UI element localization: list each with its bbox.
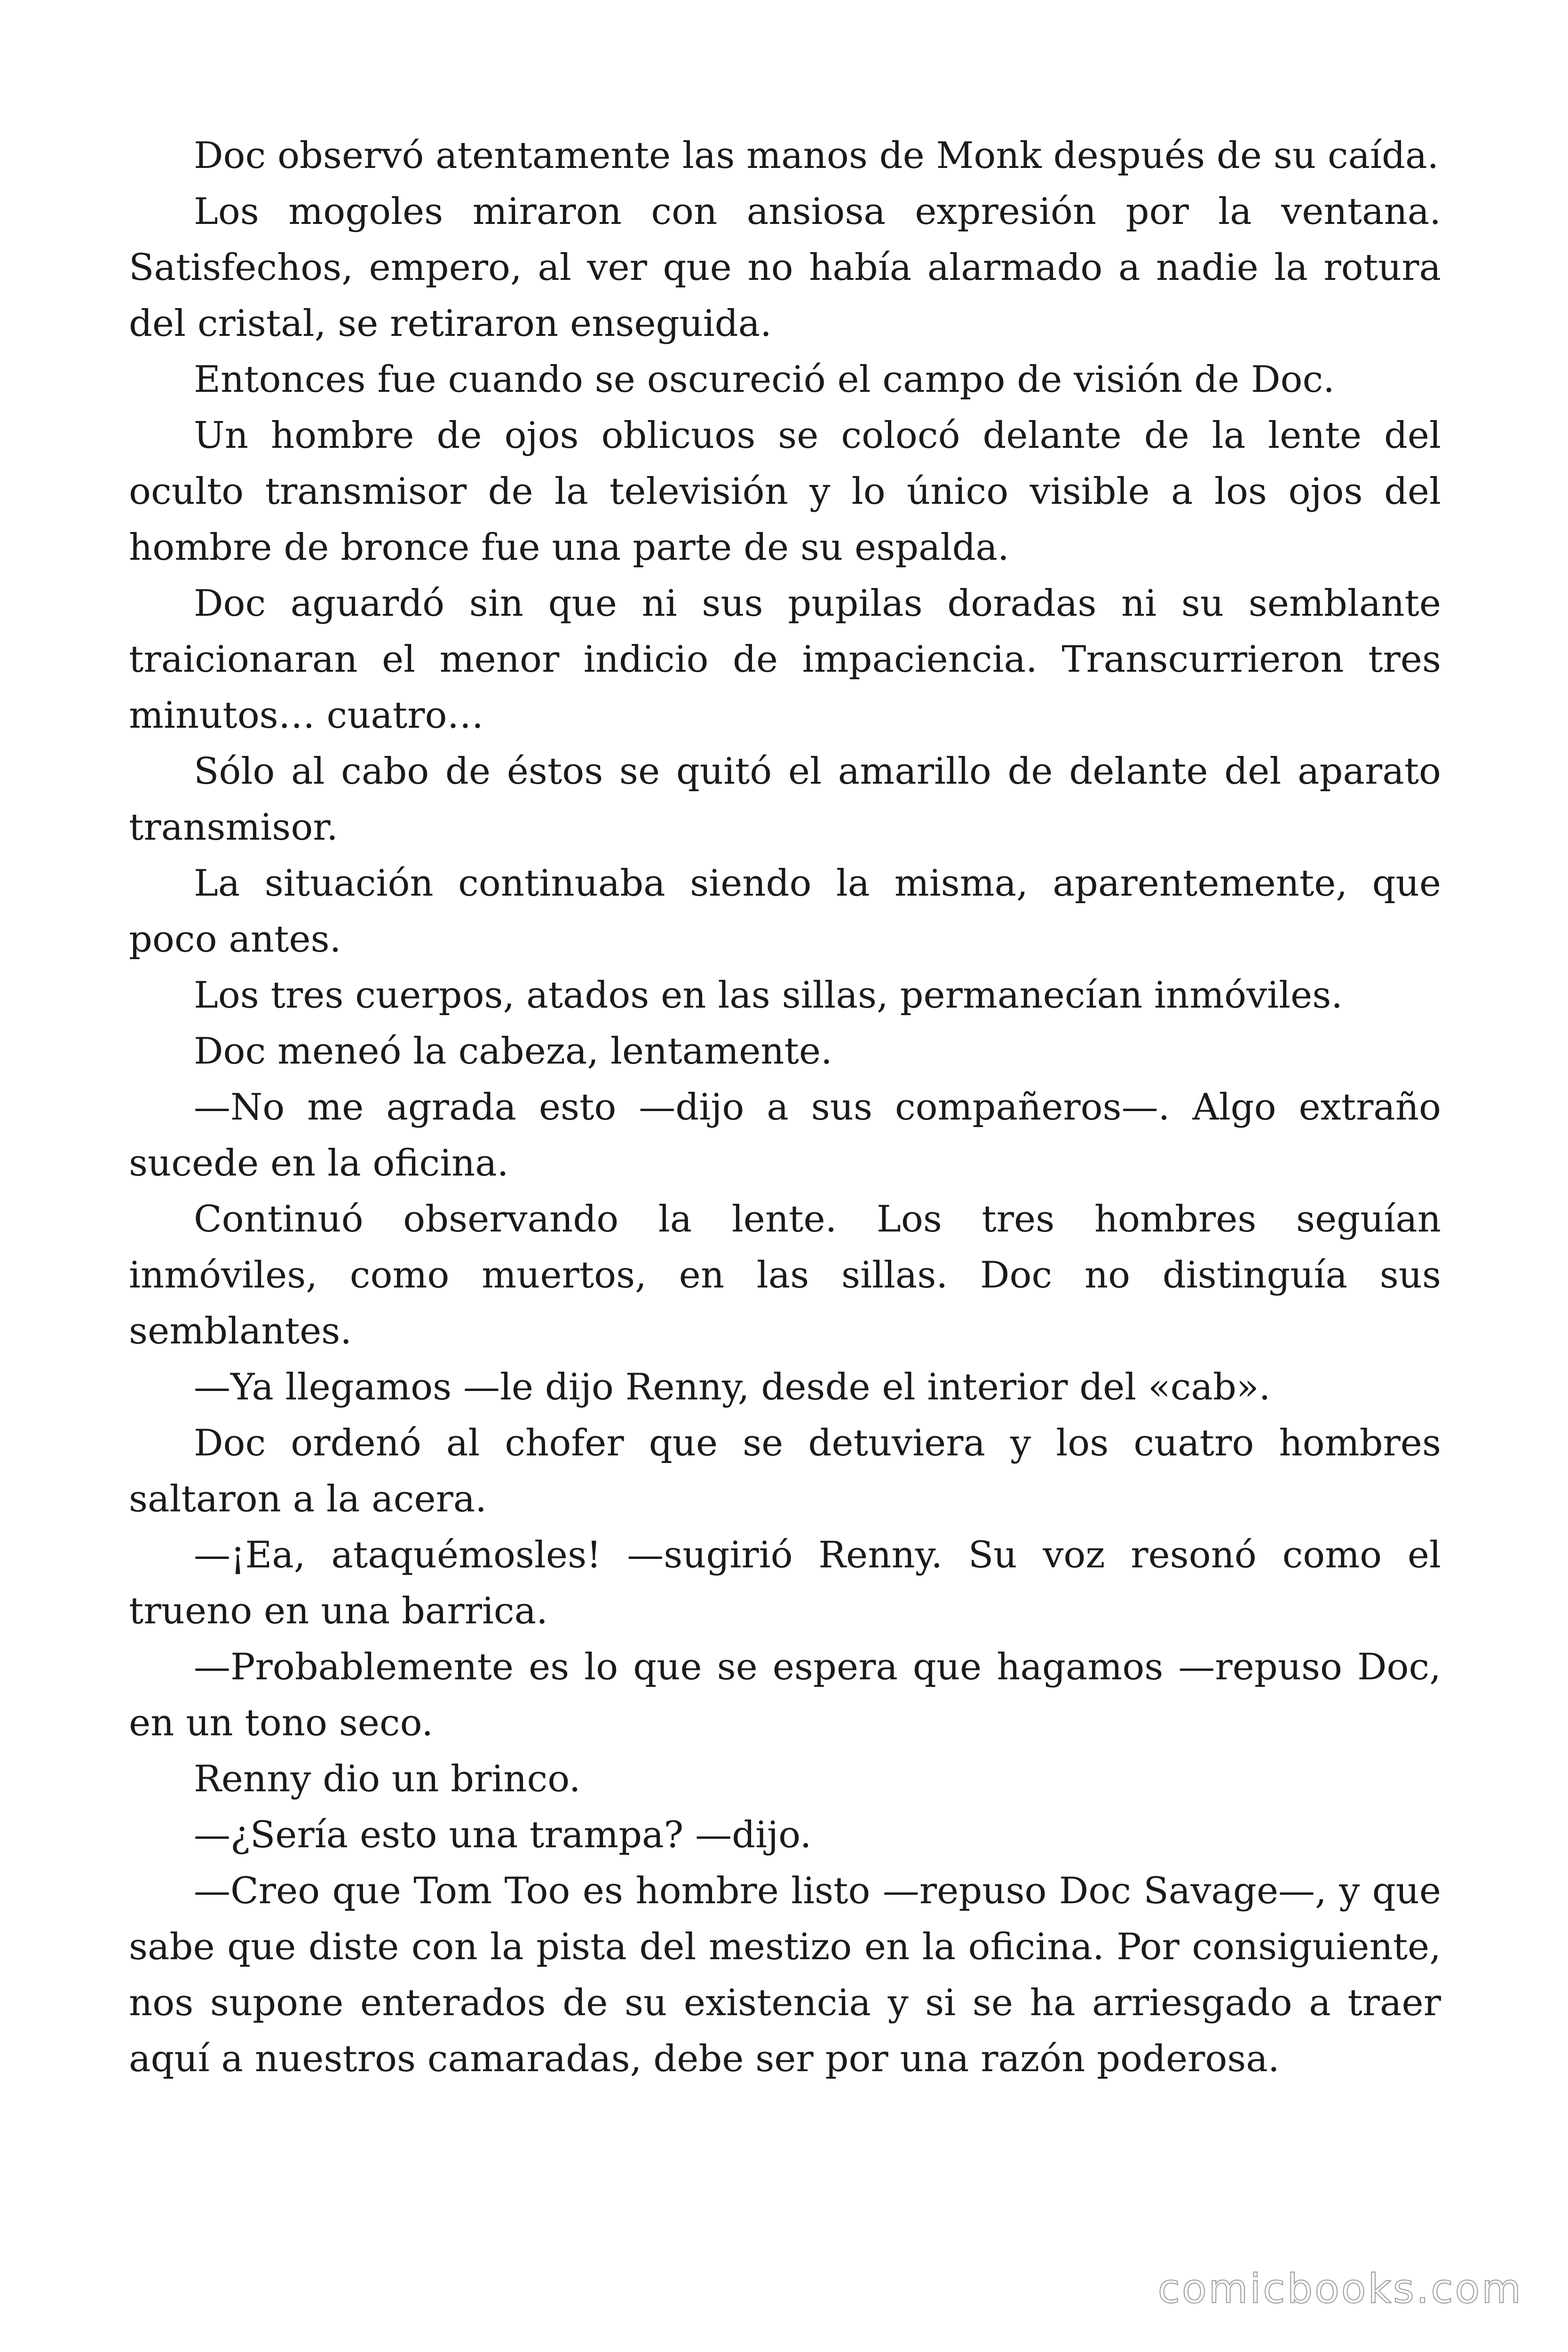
paragraph: Los mogoles miraron con ansiosa expresión por la ventana. Satisfechos, empero, al ver que no había alarmado a nadie la rotura del cristal, se retiraron enseguida.: [129, 191, 1441, 345]
paragraph: Los tres cuerpos, atados en las sillas, permanecían inmóviles.: [194, 974, 1343, 1017]
paragraph: —¡Ea, ataquémosles! —sugirió Renny. Su voz resonó como el trueno en una barrica.: [129, 1534, 1441, 1632]
paragraph: Entonces fue cuando se oscureció el campo de visión de Doc.: [194, 358, 1335, 401]
paragraph: —Probablemente es lo que se espera que hagamos —repuso Doc, en un tono seco.: [129, 1646, 1441, 1744]
paragraph: Sólo al cabo de éstos se quitó el amarillo de delante del aparato transmisor.: [129, 750, 1441, 849]
paragraph: Continuó observando la lente. Los tres hombres seguían inmóviles, como muertos, en las sillas. Doc no distinguía sus semblantes.: [129, 1198, 1441, 1352]
paragraph: Renny dio un brinco.: [194, 1758, 581, 1800]
paragraph: —¿Sería esto una trampa? —dijo.: [194, 1814, 812, 1856]
paragraph: —Creo que Tom Too es hombre listo —repuso Doc Savage—, y que sabe que diste con la pista del mestizo en la oficina. Por consiguiente, nos supone enterados de su existencia y si se ha arriesgado a traer aquí a nuestros camaradas, debe ser por una razón poderosa.: [129, 1870, 1441, 2080]
paragraph: —No me agrada esto —dijo a sus compañeros—. Algo extraño sucede en la oficina.: [129, 1086, 1441, 1184]
paragraph: Doc aguardó sin que ni sus pupilas doradas ni su semblante traicionaran el menor indicio de impaciencia. Transcurrieron tres minutos… cuatro…: [129, 582, 1441, 737]
paragraph: La situación continuaba siendo la misma, aparentemente, que poco antes.: [129, 862, 1441, 961]
paragraph: Doc observó atentamente las manos de Monk después de su caída.: [194, 135, 1439, 177]
paragraph: Doc meneó la cabeza, lentamente.: [194, 1030, 832, 1073]
watermark: comicbooks.com: [1157, 2265, 1523, 2312]
paragraph: Un hombre de ojos oblicuos se colocó delante de la lente del oculto transmisor de la televisión y lo único visible a los ojos del hombre de bronce fue una parte de su espalda.: [129, 414, 1441, 569]
body-text: [129, 128, 1441, 2087]
paragraph: Doc ordenó al chofer que se detuviera y los cuatro hombres saltaron a la acera.: [129, 1422, 1441, 1520]
paragraph: —Ya llegamos —le dijo Renny, desde el interior del «cab».: [194, 1366, 1271, 1408]
